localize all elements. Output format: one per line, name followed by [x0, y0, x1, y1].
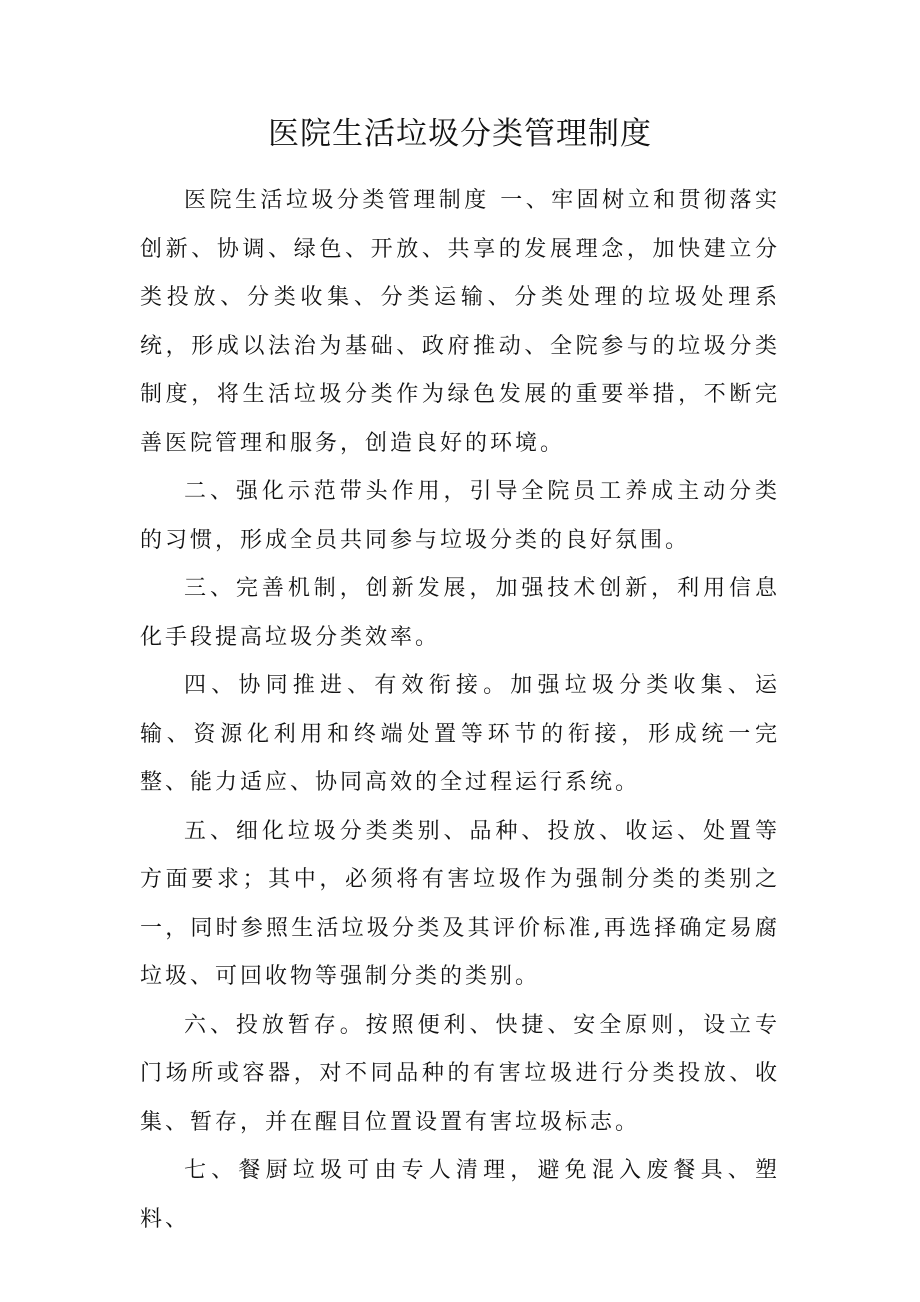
- paragraph-2: 二、强化示范带头作用，引导全院员工养成主动分类的习惯，形成全员共同参与垃圾分类的良好氛围。: [140, 479, 780, 553]
- paragraph-4: 四、协同推进、有效衔接。加强垃圾分类收集、运输、资源化利用和终端处置等环节的衔接，形成统一完整、能力适应、协同高效的全过程运行系统。: [140, 673, 780, 795]
- paragraph-1: 医院生活垃圾分类管理制度 一、牢固树立和贯彻落实创新、协调、绿色、开放、共享的发展理念，加快建立分类投放、分类收集、分类运输、分类处理的垃圾处理系统，形成以法治为基础、政府推动、全院参与的垃圾分类制度，将生活垃圾分类作为绿色发展的重要举措，不断完善医院管理和服务，创造良好的环境。: [140, 188, 780, 456]
- paragraph-6: 六、投放暂存。按照便利、快捷、安全原则，设立专门场所或容器，对不同品种的有害垃圾进行分类投放、收集、暂存，并在醒目位置设置有害垃圾标志。: [140, 1012, 780, 1135]
- paragraph-5: 五、细化垃圾分类类别、品种、投放、收运、处置等方面要求；其中，必须将有害垃圾作为强制分类的类别之一，同时参照生活垃圾分类及其评价标准,再选择确定易腐垃圾、可回收物等强制分类的类别。: [140, 818, 780, 989]
- document-body: [140, 177, 780, 1244]
- paragraph-7: 七、餐厨垃圾可由专人清理，避免混入废餐具、塑料、: [140, 1158, 780, 1232]
- paragraph-3: 三、完善机制，创新发展，加强技术创新，利用信息化手段提高垃圾分类效率。: [140, 576, 780, 650]
- document-title: 医院生活垃圾分类管理制度: [268, 116, 652, 152]
